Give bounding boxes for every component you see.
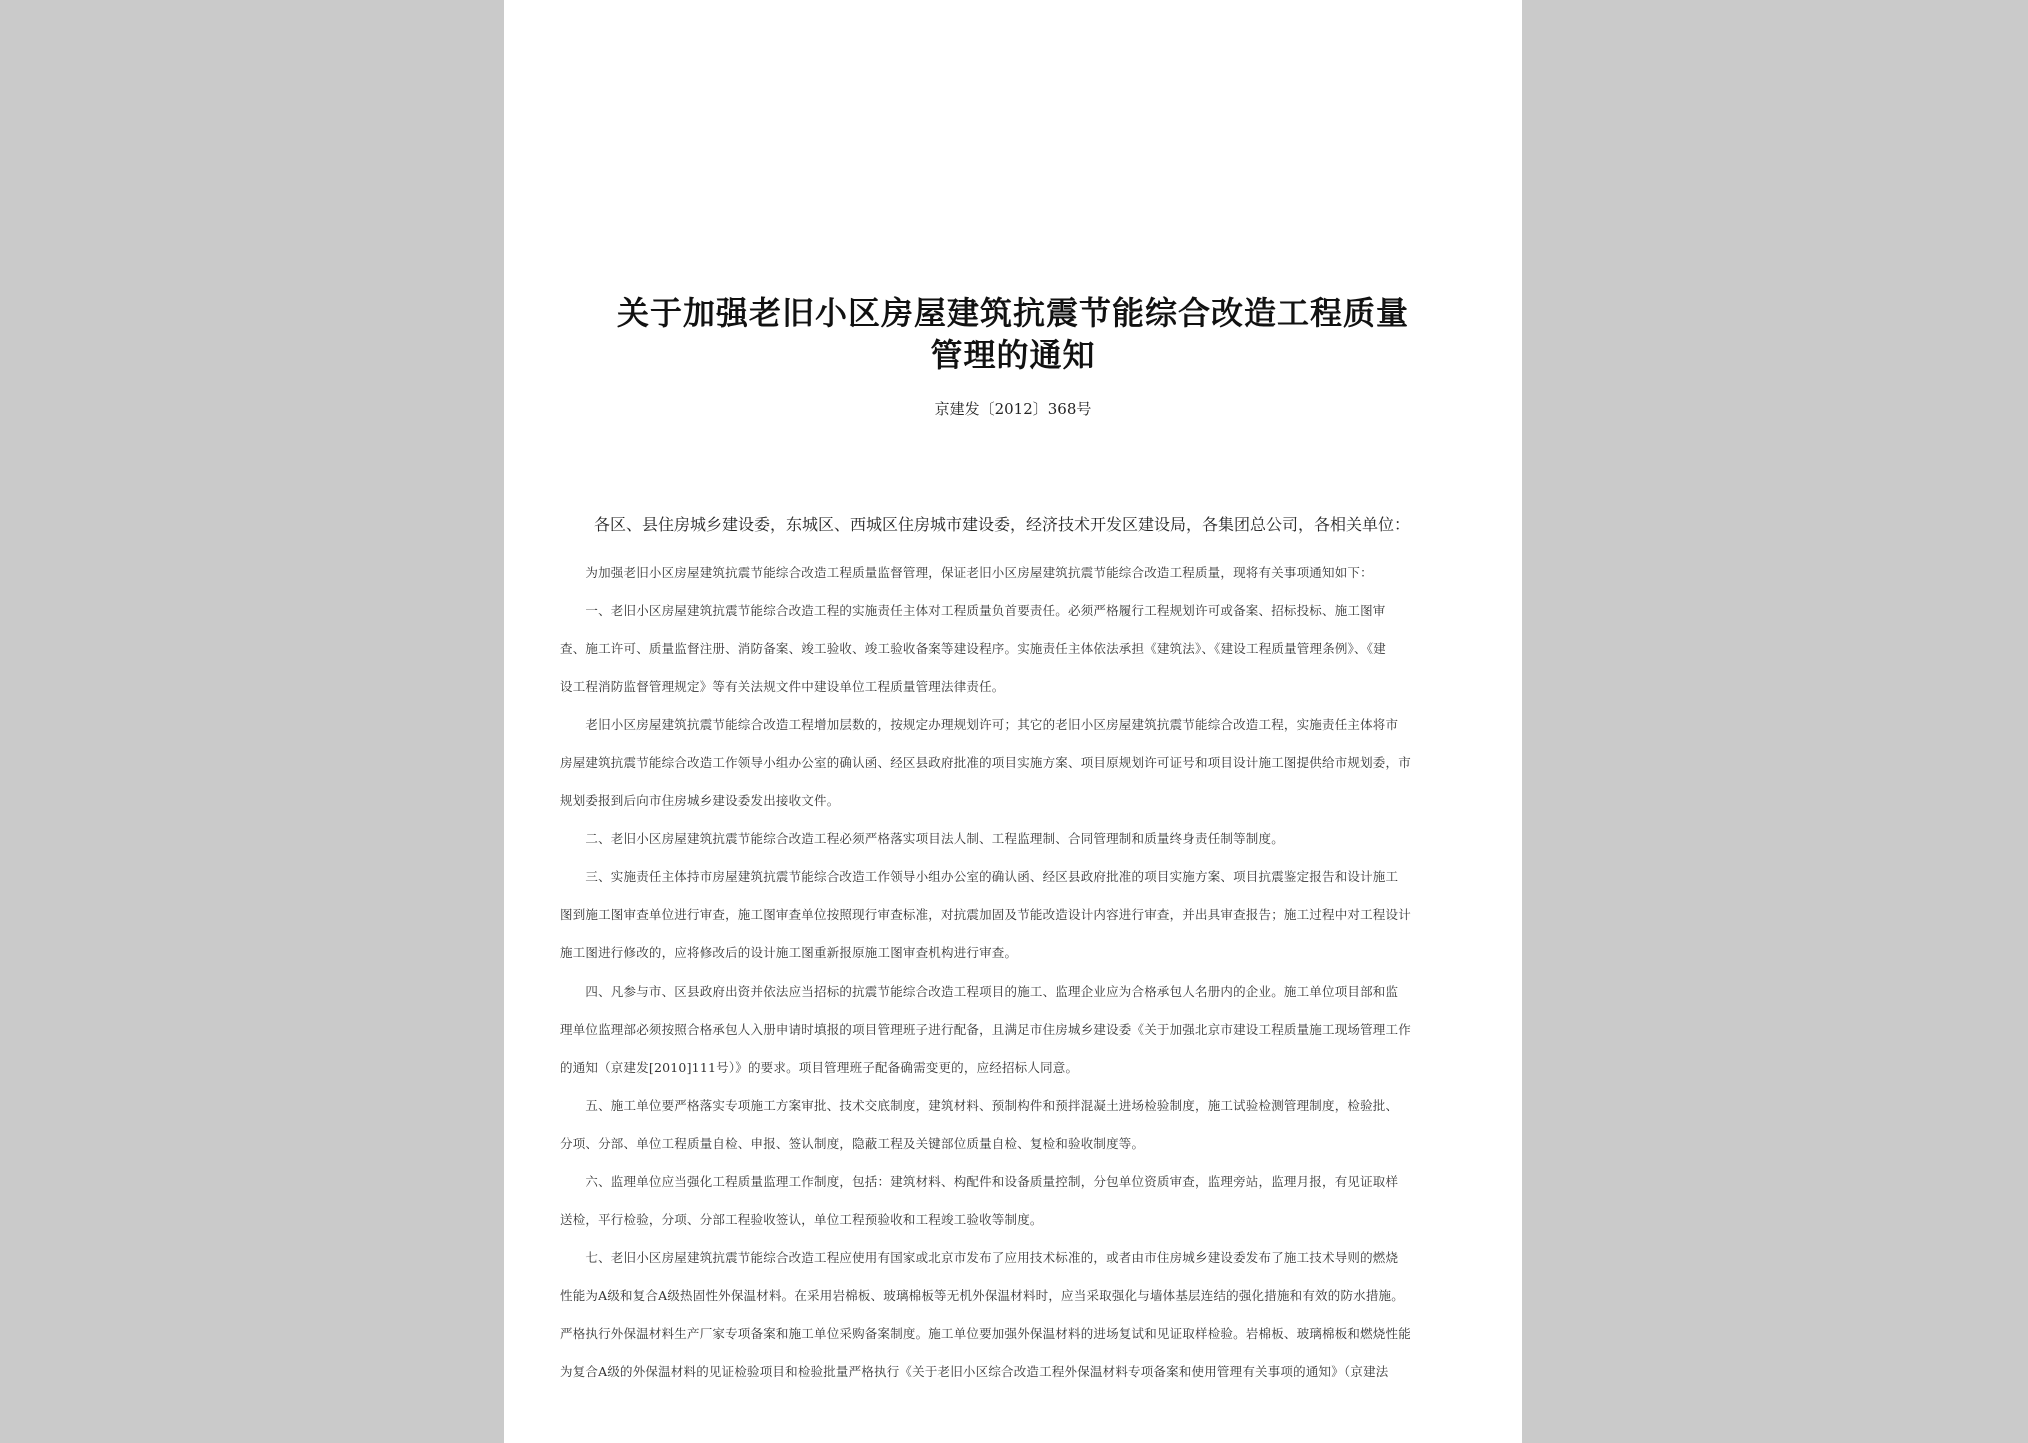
document-page: [504, 0, 1522, 1443]
body-line: 为复合A级的外保温材料的见证检验项目和检验批量严格执行《关于老旧小区综合改造工程外保温材料专项备案和使用管理有关事项的通知》（京建法: [560, 1364, 1389, 1379]
document-number: 京建发〔2012〕368号: [934, 400, 1092, 418]
body-line: 理单位监理部必须按照合格承包人入册申请时填报的项目管理班子进行配备，且满足市住房城乡建设委《关于加强北京市建设工程质量施工现场管理工作: [560, 1022, 1411, 1037]
body-line: 图到施工图审查单位进行审查，施工图审查单位按照现行审查标准，对抗震加固及节能改造设计内容进行审查，并出具审查报告；施工过程中对工程设计: [560, 907, 1411, 922]
body-line: 查、施工许可、质量监督注册、消防备案、竣工验收、竣工验收备案等建设程序。实施责任主体依法承担《建筑法》、《建设工程质量管理条例》、《建: [560, 641, 1386, 656]
body-line: 送检，平行检验，分项、分部工程验收签认，单位工程预验收和工程竣工验收等制度。: [560, 1212, 1043, 1227]
body-line: 分项、分部、单位工程质量自检、申报、签认制度，隐蔽工程及关键部位质量自检、复检和验收制度等。: [560, 1136, 1145, 1151]
body-line: 六、监理单位应当强化工程质量监理工作制度，包括：建筑材料、构配件和设备质量控制，分包单位资质审查，监理旁站，监理月报，有见证取样: [560, 1174, 1399, 1189]
body-line: 为加强老旧小区房屋建筑抗震节能综合改造工程质量监督管理，保证老旧小区房屋建筑抗震节能综合改造工程质量，现将有关事项通知如下：: [560, 565, 1373, 580]
body-line: 七、老旧小区房屋建筑抗震节能综合改造工程应使用有国家或北京市发布了应用技术标准的，或者由市住房城乡建设委发布了施工技术导则的燃烧: [560, 1250, 1399, 1265]
document-title-line-1: 关于加强老旧小区房屋建筑抗震节能综合改造工程质量: [616, 294, 1409, 332]
body-line: 性能为A级和复合A级热固性外保温材料。在采用岩棉板、玻璃棉板等无机外保温材料时，应当采取强化与墙体基层连结的强化措施和有效的防水措施。: [560, 1288, 1404, 1303]
body-line: 三、实施责任主体持市房屋建筑抗震节能综合改造工作领导小组办公室的确认函、经区县政府批准的项目实施方案、项目抗震鉴定报告和设计施工: [560, 869, 1399, 884]
body-line: 房屋建筑抗震节能综合改造工作领导小组办公室的确认函、经区县政府批准的项目实施方案、项目原规划许可证号和项目设计施工图提供给市规划委，市: [560, 755, 1411, 770]
body-line: 设工程消防监督管理规定》等有关法规文件中建设单位工程质量管理法律责任。: [560, 679, 1005, 694]
body-line: 严格执行外保温材料生产厂家专项备案和施工单位采购备案制度。施工单位要加强外保温材料的进场复试和见证取样检验。岩棉板、玻璃棉板和燃烧性能: [560, 1326, 1411, 1341]
addressee-line: 各区、县住房城乡建设委，东城区、西城区住房城市建设委，经济技术开发区建设局，各集团总公司，各相关单位：: [594, 515, 1411, 534]
body-line: 四、凡参与市、区县政府出资并依法应当招标的抗震节能综合改造工程项目的施工、监理企业应为合格承包人名册内的企业。施工单位项目部和监: [560, 984, 1399, 999]
document-title-line-2: 管理的通知: [930, 336, 1096, 374]
body-line: 规划委报到后向市住房城乡建设委发出接收文件。: [560, 793, 840, 808]
body-line: 二、老旧小区房屋建筑抗震节能综合改造工程必须严格落实项目法人制、工程监理制、合同管理制和质量终身责任制等制度。: [560, 831, 1284, 846]
body-line: 五、施工单位要严格落实专项施工方案审批、技术交底制度，建筑材料、预制构件和预拌混凝土进场检验制度，施工试验检测管理制度，检验批、: [560, 1098, 1399, 1113]
body-line: 老旧小区房屋建筑抗震节能综合改造工程增加层数的，按规定办理规划许可；其它的老旧小区房屋建筑抗震节能综合改造工程，实施责任主体将市: [560, 717, 1399, 732]
body-line: 的通知（京建发[2010]111号）》的要求。项目管理班子配备确需变更的，应经招标人同意。: [560, 1060, 1079, 1075]
body-line: 施工图进行修改的，应将修改后的设计施工图重新报原施工图审查机构进行审查。: [560, 945, 1018, 960]
body-line: 一、老旧小区房屋建筑抗震节能综合改造工程的实施责任主体对工程质量负首要责任。必须严格履行工程规划许可或备案、招标投标、施工图审: [560, 603, 1386, 618]
